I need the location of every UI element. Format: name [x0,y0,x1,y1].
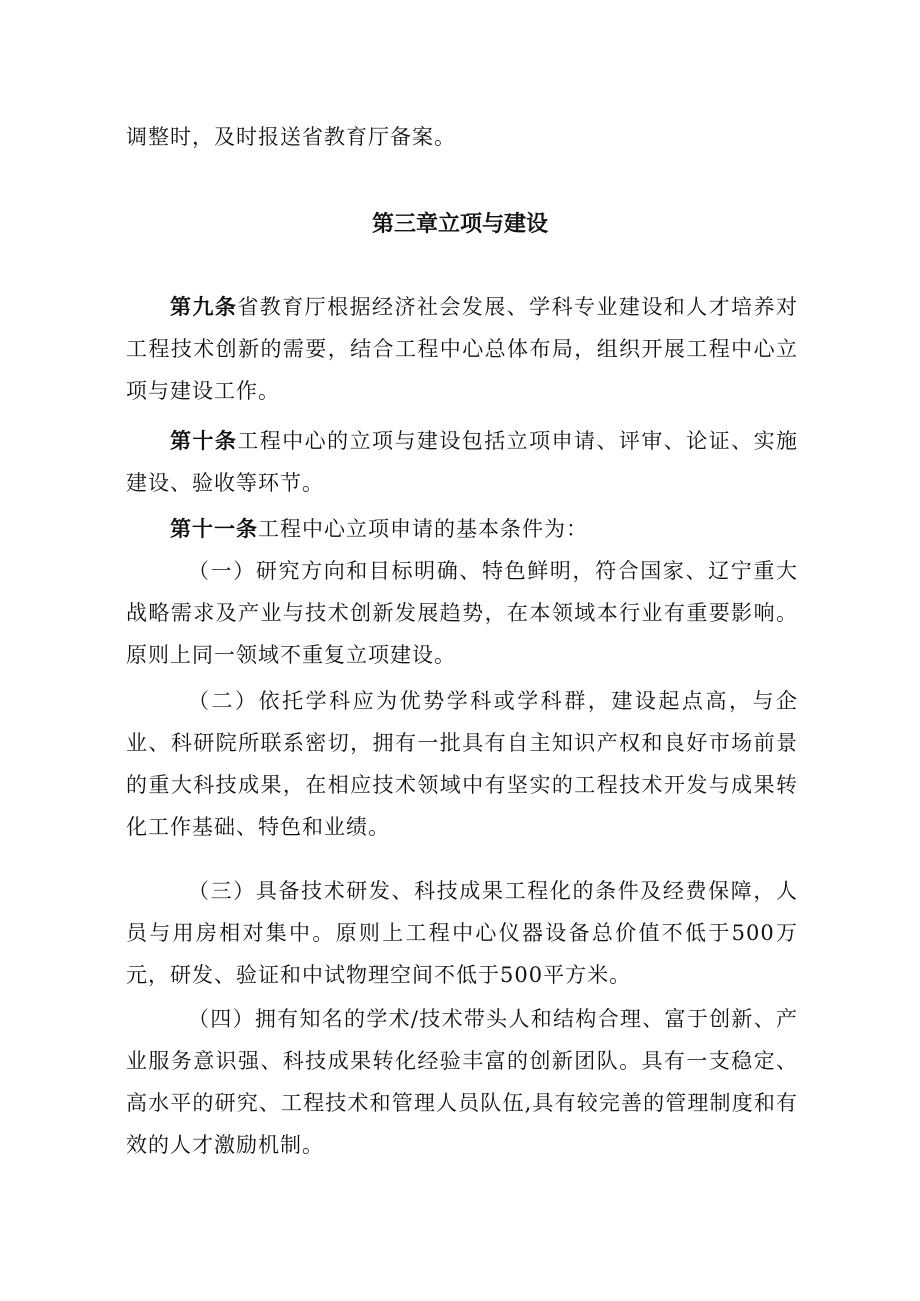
article-9-paragraph [126,286,798,412]
item-1-paragraph: （一）研究方向和目标明确、特色鲜明，符合国家、辽宁重大战略需求及产业与技术创新发展趋势，在本领域本行业有重要影响。原则上同一领域不重复立项建设。 [126,559,798,667]
article-9-text: 省教育厅根据经济社会发展、学科专业建设和人才培养对工程技术创新的需要，结合工程中心总体布局，组织开展工程中心立项与建设工作。 [126,295,799,403]
article-10-label: 第十条 [170,428,238,453]
article-9-label: 第九条 [170,294,238,319]
item-2-paragraph: （二）依托学科应为优势学科或学科群，建设起点高，与企业、科研院所联系密切，拥有一批具有自主知识产权和良好市场前景的重大科技成果，在相应技术领域中有坚实的工程技术开发与成果转化工作基础、特色和业绩。 [126,689,798,839]
item-4-paragraph: （四）拥有知名的学术/技术带头人和结构合理、富于创新、产业服务意识强、科技成果转化经验丰富的创新团队。具有一支稳定、高水平的研究、工程技术和管理人员队伍,具有较完善的管理制度和有效的人才激励机制。 [126,1007,798,1157]
article-11-paragraph [126,508,798,550]
article-11-label: 第十一条 [170,516,258,541]
article-10-text: 工程中心的立项与建设包括立项申请、评审、论证、实施建设、验收等环节。 [126,429,799,495]
article-10-paragraph [126,420,798,504]
chapter-title: 第三章立项与建设 [371,212,548,237]
item-3-paragraph: （三）具备技术研发、科技成果工程化的条件及经费保障，人员与用房相对集中。原则上工程中心仪器设备总价值不低于500万元，研发、验证和中试物理空间不低于500平方米。 [126,879,798,987]
article-11-text: 工程中心立项申请的基本条件为： [258,517,588,541]
continuation-paragraph: 调整时，及时报送省教育厅备案。 [126,125,456,149]
